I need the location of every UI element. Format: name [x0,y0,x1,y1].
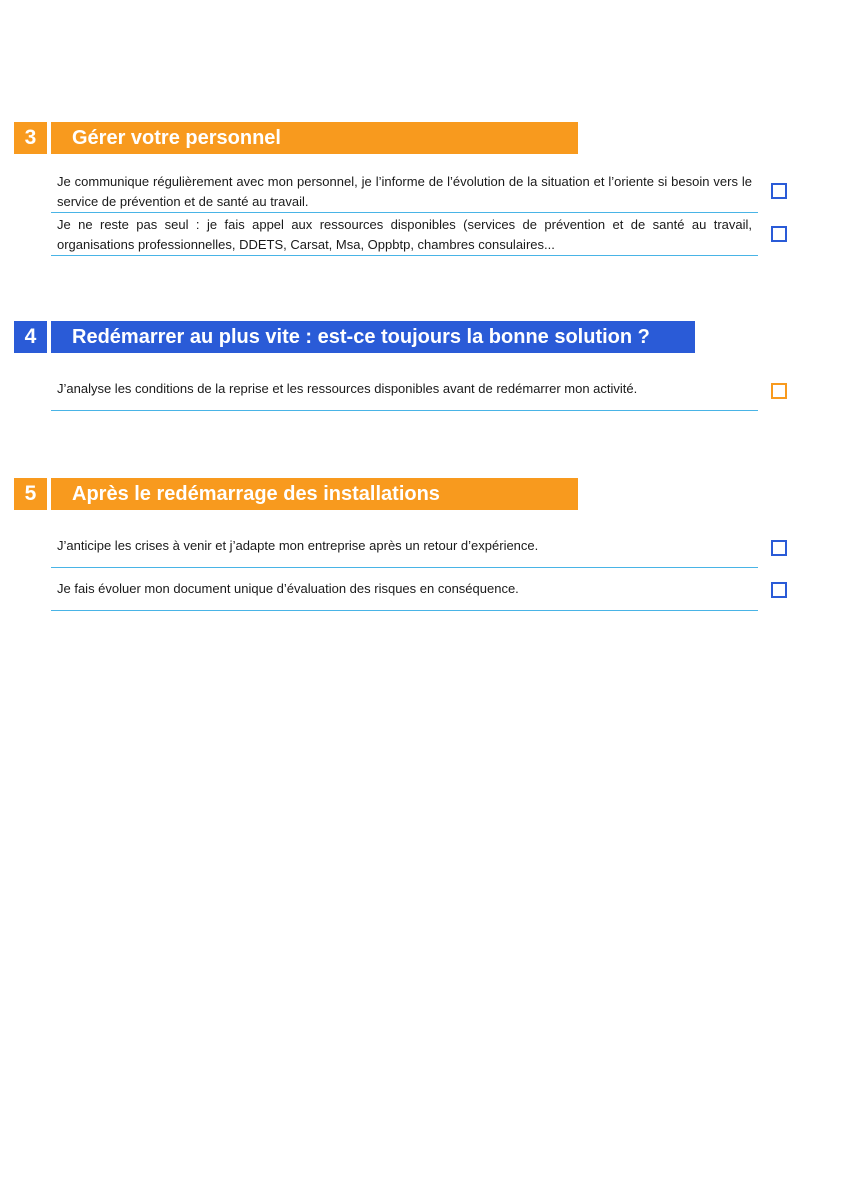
checklist-item-text: Je communique régulièrement avec mon personnel, je l’informe de l’évolution de la situation et l’oriente si besoin vers le service de prévention et de santé au travail. [57,174,752,209]
section-3-items [51,170,758,256]
section-header [0,478,848,510]
checklist-checkbox[interactable] [771,540,787,556]
section-header [0,321,848,353]
checklist-item [51,213,758,256]
checklist-item [51,377,758,411]
section-5 [0,478,848,510]
checklist-item [51,568,758,611]
checklist-item [51,534,758,568]
section-number: 5 [14,478,47,510]
checklist-item-text: Je ne reste pas seul : je fais appel aux ressources disponibles (services de prévention et de santé au travail, organisations professionnelles, DDETS, Carsat, Msa, Oppbtp, chambres consulaires... [57,217,752,252]
checklist-item [51,170,758,213]
checklist-checkbox[interactable] [771,582,787,598]
checklist-checkbox[interactable] [771,226,787,242]
checklist-checkbox[interactable] [771,183,787,199]
section-title: Redémarrer au plus vite : est-ce toujours la bonne solution ? [51,321,695,353]
section-header [0,122,848,154]
checklist-item-text: J’analyse les conditions de la reprise et les ressources disponibles avant de redémarrer mon activité. [57,381,638,396]
section-title: Après le redémarrage des installations [51,478,578,510]
checklist-checkbox[interactable] [771,383,787,399]
section-3 [0,122,848,154]
section-title: Gérer votre personnel [51,122,578,154]
section-number: 3 [14,122,47,154]
checklist-item-text: J’anticipe les crises à venir et j’adapte mon entreprise après un retour d’expérience. [57,538,539,553]
section-4-items [51,377,758,411]
section-4 [0,321,848,353]
checklist-item-text: Je fais évoluer mon document unique d’évaluation des risques en conséquence. [57,581,519,596]
section-5-items [51,534,758,611]
section-number: 4 [14,321,47,353]
